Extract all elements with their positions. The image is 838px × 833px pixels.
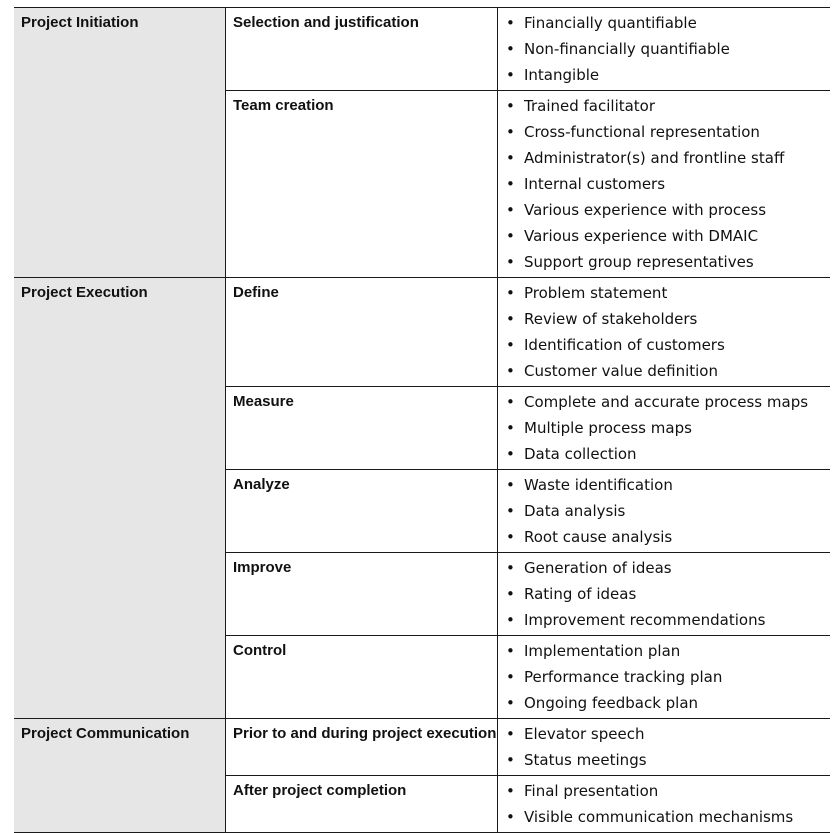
list-item: • Data collection — [506, 445, 637, 463]
items-cell — [498, 636, 831, 719]
bullet-list — [506, 721, 830, 773]
items-cell — [498, 470, 831, 553]
list-item: • Implementation plan — [506, 642, 681, 660]
list-item: • Various experience with process — [506, 201, 767, 219]
bullet-list — [506, 778, 830, 830]
items-cell — [498, 8, 831, 91]
bullet-list — [506, 10, 830, 88]
list-item: • Review of stakeholders — [506, 310, 698, 328]
project-framework-table — [14, 7, 830, 833]
list-item: • Cross-functional representation — [506, 123, 760, 141]
phase-cell: Project Initiation — [14, 8, 226, 278]
step-cell: Prior to and during project execution — [226, 719, 498, 776]
step-cell: Define — [226, 278, 498, 387]
step-cell: After project completion — [226, 776, 498, 833]
list-item: • Intangible — [506, 66, 600, 84]
step-cell: Selection and justification — [226, 8, 498, 91]
step-cell: Team creation — [226, 91, 498, 278]
list-item: • Data analysis — [506, 502, 626, 520]
items-cell — [498, 91, 831, 278]
table-row — [14, 719, 830, 776]
list-item: • Waste identification — [506, 476, 673, 494]
list-item: • Non-financially quantifiable — [506, 40, 730, 58]
phase-cell: Project Communication — [14, 719, 226, 833]
list-item: • Support group representatives — [506, 253, 754, 271]
list-item: • Trained facilitator — [506, 97, 656, 115]
list-item: • Improvement recommendations — [506, 611, 766, 629]
bullet-list — [506, 280, 830, 384]
items-cell — [498, 719, 831, 776]
table-row — [14, 8, 830, 91]
list-item: • Problem statement — [506, 284, 668, 302]
list-item: • Root cause analysis — [506, 528, 673, 546]
list-item: • Final presentation — [506, 782, 659, 800]
list-item: • Complete and accurate process maps — [506, 393, 809, 411]
bullet-list — [506, 93, 830, 275]
items-cell — [498, 278, 831, 387]
table-row — [14, 278, 830, 387]
list-item: • Status meetings — [506, 751, 647, 769]
step-cell: Analyze — [226, 470, 498, 553]
bullet-list — [506, 472, 830, 550]
step-cell: Measure — [226, 387, 498, 470]
bullet-list — [506, 638, 830, 716]
step-cell: Improve — [226, 553, 498, 636]
items-cell — [498, 553, 831, 636]
list-item: • Various experience with DMAIC — [506, 227, 759, 245]
phase-cell: Project Execution — [14, 278, 226, 719]
list-item: • Internal customers — [506, 175, 666, 193]
list-item: • Generation of ideas — [506, 559, 672, 577]
list-item: • Elevator speech — [506, 725, 645, 743]
bullet-list — [506, 555, 830, 633]
list-item: • Customer value definition — [506, 362, 718, 380]
list-item: • Financially quantifiable — [506, 14, 697, 32]
step-cell: Control — [226, 636, 498, 719]
items-cell — [498, 776, 831, 833]
list-item: • Performance tracking plan — [506, 668, 723, 686]
list-item: • Multiple process maps — [506, 419, 692, 437]
list-item: • Ongoing feedback plan — [506, 694, 699, 712]
list-item: • Visible communication mechanisms — [506, 808, 794, 826]
list-item: • Administrator(s) and frontline staff — [506, 149, 785, 167]
list-item: • Rating of ideas — [506, 585, 637, 603]
list-item: • Identification of customers — [506, 336, 725, 354]
bullet-list — [506, 389, 830, 467]
items-cell — [498, 387, 831, 470]
